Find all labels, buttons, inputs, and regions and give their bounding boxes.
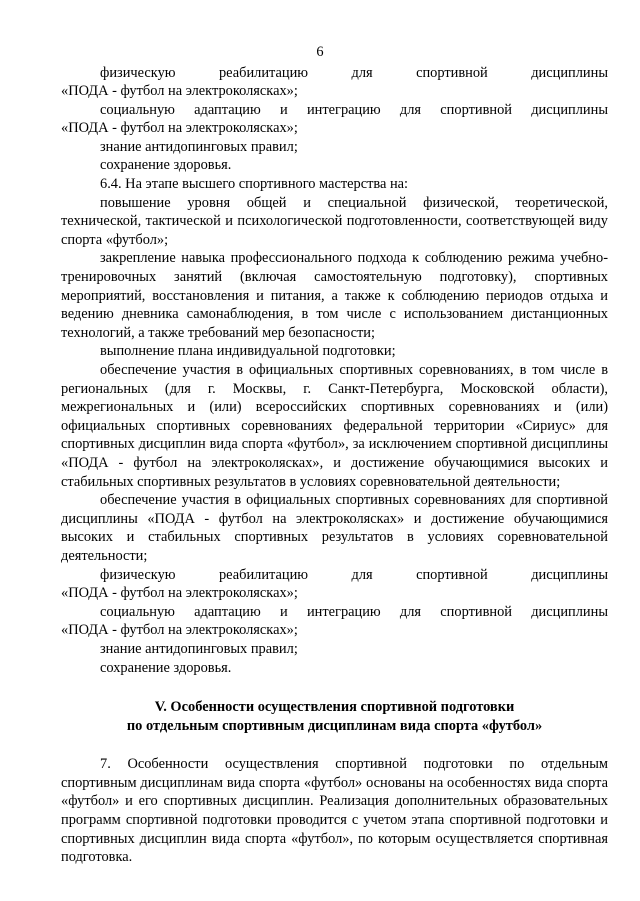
top-line: сохранение здоровья. — [100, 157, 232, 174]
top-line: физическую реабилитацию для спортивной дисциплины — [100, 64, 608, 81]
paragraph-wheelchair-competitions: обеспечение участия в официальных спортивных соревнованиях для спортивной дисциплины «ПОДА - футбол на электроколясках» и достижение обучающимися высоких и стабильных спортивных результатов в условиях соревновательной деятельности; — [61, 492, 608, 564]
bottom-line: физическую реабилитацию для спортивной дисциплины — [100, 566, 608, 583]
bottom-line: «ПОДА - футбол на электроколясках»; — [61, 585, 298, 602]
section-heading-line-1: V. Особенности осуществления спортивной подготовки — [154, 699, 515, 716]
top-line: социальную адаптацию и интеграцию для спортивной дисциплины — [100, 101, 608, 118]
section-heading — [61, 698, 608, 735]
section-heading-line-2: по отдельным спортивным дисциплинам вида спорта «футбол» — [126, 717, 543, 734]
paragraph-individual-plan: выполнение плана индивидуальной подготовки; — [100, 343, 396, 360]
top-line: «ПОДА - футбол на электроколясках»; — [61, 120, 298, 137]
bottom-line: «ПОДА - футбол на электроколясках»; — [61, 622, 298, 639]
bottom-line: сохранение здоровья. — [100, 659, 232, 676]
paragraph-professional-approach: закрепление навыка профессионального подхода к соблюдению режима учебно-тренировочных занятий (включая самостоятельную подготовку), спортивных мероприятий, восстановления и питания, а также к соблюдению периодов отдыха и ведению дневника самонаблюдения, в том числе с использованием дистанционных технологий, а также требований мер безопасности; — [61, 250, 608, 341]
top-line: знание антидопинговых правил; — [100, 138, 298, 155]
bottom-line: социальную адаптацию и интеграцию для спортивной дисциплины — [100, 603, 608, 620]
page-number: 6 — [316, 44, 324, 60]
document-body — [61, 64, 608, 867]
top-line: «ПОДА - футбол на электроколясках»; — [61, 83, 298, 100]
paragraph-level-increase: повышение уровня общей и специальной физической, теоретической, технической, тактической и психологической подготовленности, соответствующей виду спорта «футбол»; — [61, 194, 608, 248]
bottom-lines — [61, 566, 608, 678]
top-lines — [61, 64, 608, 194]
paragraph-official-competitions: обеспечение участия в официальных спортивных соревнованиях, в том числе в региональных (для г. Москвы, г. Санкт-Петербурга, Московской области), межрегиональных и (или) всероссийских спортивных соревнованиях и (или) официальных спортивных соревнованиях федеральной территории «Сириус» для спортивных дисциплин вида спорта «футбол», за исключением спортивной дисциплины «ПОДА - футбол на электроколясках», и достижение обучающимися высоких и стабильных спортивных результатов в условиях соревновательной деятельности; — [61, 362, 608, 490]
bottom-line: знание антидопинговых правил; — [100, 640, 298, 657]
paragraph-section-7: 7. Особенности осуществления спортивной подготовки по отдельным спортивным дисциплинам вида спорта «футбол» основаны на особенностях вида спорта «футбол» и его спортивных дисциплин. Реализация дополнительных образовательных программ спортивной подготовки проводится с учетом этапа спортивной подготовки и спортивных дисциплин вида спорта «футбол», по которым осуществляется спортивная подготовка. — [61, 756, 608, 866]
top-line: 6.4. На этапе высшего спортивного мастерства на: — [100, 176, 409, 193]
